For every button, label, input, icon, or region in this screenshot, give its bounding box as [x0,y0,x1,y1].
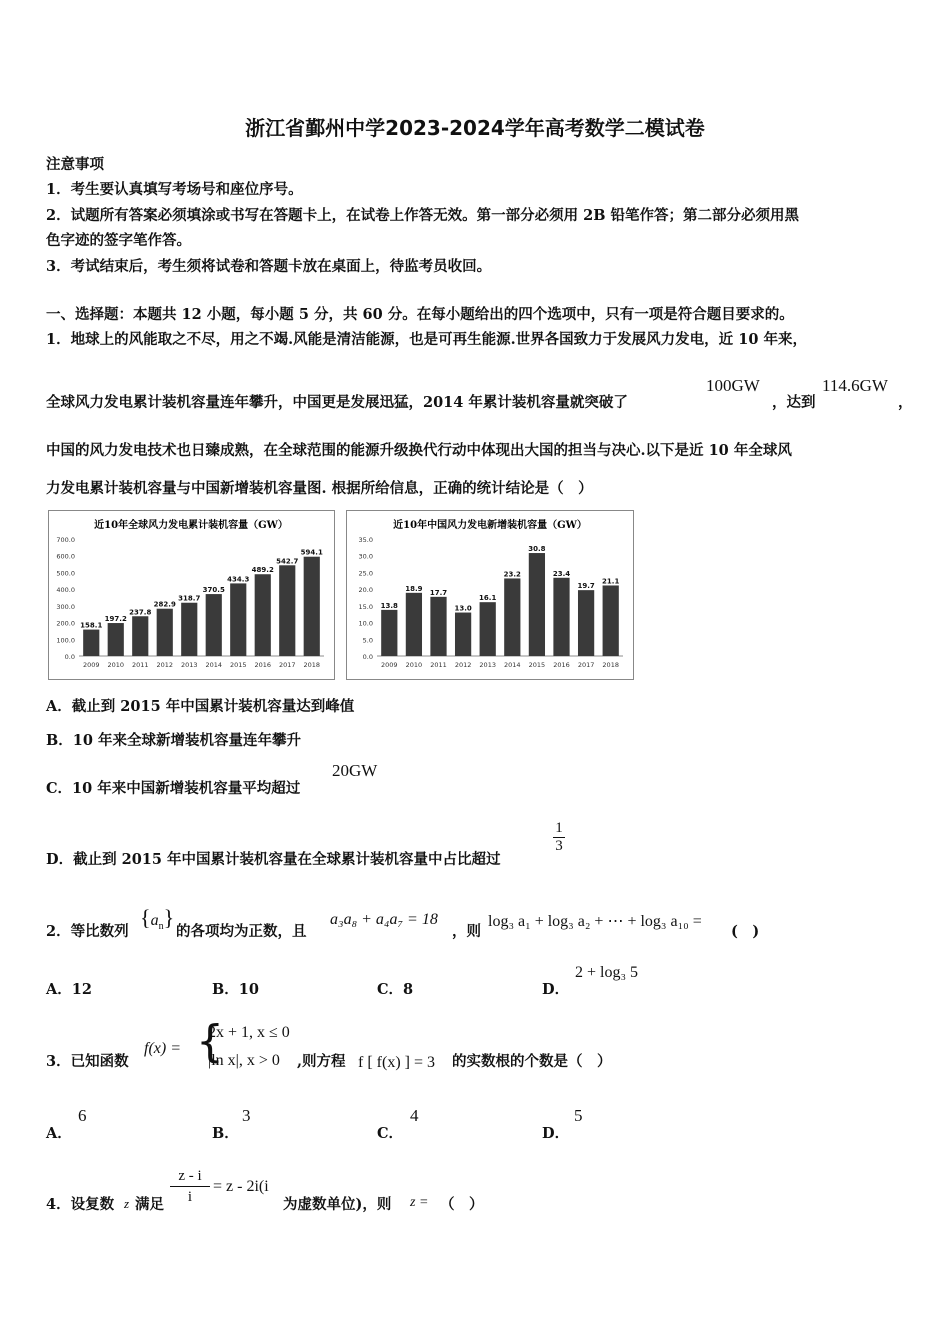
fraction-numerator: z - i [178,1168,202,1184]
y-tick-label: 0.0 [64,653,75,661]
seq-sub: n [158,921,164,933]
seq-symbol: a [150,912,159,929]
x-tick-label: 2010 [405,661,423,669]
bar-2018 [603,585,619,656]
page-title: 浙江省鄞州中学2023-2024学年高考数学二模试卷 [245,116,705,140]
q1-value: 114.6GW [822,376,888,395]
q1-option-d-fraction [553,820,565,855]
bar-2009 [83,630,99,656]
bar-2009 [381,610,397,656]
fraction-denominator: 3 [553,837,565,855]
q4-text: 满足 [135,1196,164,1213]
notice-item: 2．试题所有答案必须填涂或书写在答题卡上，在试卷上作答无效。第一部分必须用 2B 铅笔作答；第二部分必须用黑 [46,207,800,224]
bar-2015 [529,553,545,656]
chart-china-svg [347,511,633,679]
x-tick-label: 2014 [205,661,223,669]
y-tick-label: 100.0 [56,636,75,645]
bar-2010 [108,623,124,656]
bar-2018 [304,557,320,656]
bar-2015 [230,583,246,656]
q2-text: ，则 [452,923,481,940]
data-label: 19.7 [577,582,595,591]
x-tick-label: 2016 [254,661,272,669]
y-tick-label: 25.0 [358,569,373,578]
bar-2017 [578,590,594,656]
x-tick-label: 2013 [479,661,496,669]
q3-option-c-value: 4 [410,1106,419,1125]
bar-2016 [255,574,271,656]
y-tick-label: 700.0 [56,536,75,544]
q2-option-d-value: 2 + log₃ 5 [575,964,639,981]
q4-rhs: = z - 2i(i [213,1178,269,1195]
bar-2011 [132,616,148,656]
bar-2016 [553,578,569,656]
chart-title: 近10年中国风力发电新增装机容量（GW） [393,520,587,531]
x-tick-label: 2016 [553,661,570,669]
chart-title: 近10年全球风力发电累计装机容量（GW） [94,520,288,531]
data-label: 282.9 [153,600,176,609]
data-label: 23.4 [552,569,571,578]
bar-2013 [181,603,197,656]
bar-2012 [157,609,173,656]
x-tick-label: 2015 [528,661,546,669]
x-tick-label: 2012 [156,661,174,669]
y-tick-label: 5.0 [362,636,373,645]
q2-option-b[interactable]: B．10 [212,981,259,998]
x-tick-label: 2015 [229,661,247,669]
x-tick-label: 2013 [180,661,198,669]
x-tick-label: 2014 [504,661,521,669]
q4-z-eq: z = [410,1195,429,1210]
x-tick-label: 2018 [303,661,321,669]
q3-text: 3．已知函数 [46,1053,129,1070]
x-tick-label: 2017 [278,661,296,669]
q2-expression: log₃ a₁ + log₃ a₂ + ⋯ + log₃ a₁₀ = [488,913,702,930]
q4-text: （ ） [440,1196,484,1213]
y-tick-label: 500.0 [56,569,75,578]
y-tick-label: 20.0 [358,586,373,595]
y-tick-label: 400.0 [56,586,75,595]
q3-text: ,则方程 [297,1053,346,1070]
q1-line: 全球风力发电累计装机容量连年攀升，中国更是发展迅猛，2014 年累计装机容量就突破了 [46,394,628,411]
notice-item: 1．考生要认真填写考场号和座位序号。 [46,181,303,198]
y-tick-label: 10.0 [358,619,373,628]
q4-text: 为虚数单位)，则 [283,1196,392,1213]
bar-2011 [430,597,446,656]
q3-option-b[interactable]: B． [212,1125,239,1142]
data-label: 318.7 [178,594,201,603]
x-tick-label: 2010 [107,661,125,669]
y-tick-label: 300.0 [56,602,75,611]
data-label: 23.2 [503,570,521,579]
q2-text: ( ) [731,923,760,940]
y-tick-label: 30.0 [358,552,373,561]
q1-option-b[interactable]: B．10 年来全球新增装机容量连年攀升 [46,732,301,749]
chart-china-new [346,510,634,680]
brace: { [196,1016,224,1067]
q2-text: 2．等比数列 [46,923,129,940]
data-label: 30.8 [528,545,546,554]
data-label: 434.3 [227,575,250,584]
data-label: 237.8 [129,608,152,617]
x-tick-label: 2011 [430,661,447,669]
data-label: 17.7 [429,588,448,597]
data-label: 13.8 [380,601,398,610]
section-heading: 一、选择题：本题共 12 小题，每小题 5 分，共 60 分。在每小题给出的四个选项中，只有一项是符合题目要求的。 [46,306,794,323]
q2-option-a[interactable]: A．12 [46,981,92,998]
bar-2012 [455,613,471,656]
fraction-denominator: i [170,1186,210,1207]
bar-2014 [504,578,520,656]
q4-z: z [124,1196,130,1211]
q2-option-d[interactable]: D． [542,981,570,998]
y-tick-label: 200.0 [56,619,75,628]
notice-heading: 注意事项 [46,156,104,173]
q2-condition: a₃a₈ + a₄a₇ = 18 [330,911,438,928]
q3-option-a[interactable]: A． [46,1125,72,1142]
bar-2014 [206,594,222,656]
chart-global-cumulative [48,510,335,680]
y-tick-label: 0.0 [362,653,373,661]
q1-option-d[interactable]: D．截止到 2015 年中国累计装机容量在全球累计装机容量中占比超过 [46,851,501,868]
x-tick-label: 2017 [577,661,595,669]
q1-line: 1．地球上的风能取之不尽，用之不竭.风能是清洁能源，也是可再生能源.世界各国致力于发展风力发电，近 10 年来， [46,331,807,348]
q3-option-a-value: 6 [78,1106,87,1125]
data-label: 18.9 [405,584,423,593]
bar-2017 [279,565,295,656]
q3-equation: f [ f(x) ] = 3 [358,1054,435,1071]
notice-item: 色字迹的签字笔作答。 [46,232,191,249]
q1-value: 100GW [706,376,760,395]
x-tick-label: 2009 [82,661,100,669]
q3-option-d[interactable]: D． [542,1125,570,1142]
data-label: 594.1 [300,548,323,557]
q1-option-c-value: 20GW [332,761,378,780]
x-tick-label: 2018 [602,661,619,669]
notice-item: 3．考试结束后，考生须将试卷和答题卡放在桌面上，待监考员收回。 [46,258,492,275]
paren-left: { [140,905,151,930]
q3-option-b-value: 3 [242,1106,251,1125]
q3-function: f(x) = [144,1040,181,1057]
q1-option-a[interactable]: A．截止到 2015 年中国累计装机容量达到峰值 [46,698,355,715]
q3-option-d-value: 5 [574,1106,583,1125]
x-tick-label: 2009 [381,661,398,669]
data-label: 370.5 [202,586,225,595]
q4-text: 4．设复数 [46,1196,115,1213]
data-label: 16.1 [479,594,497,603]
q1-line: 中国的风力发电技术也日臻成熟，在全球范围的能源升级换代行动中体现出大国的担当与决心.以下是近 10 年全球风 [46,442,792,459]
data-label: 197.2 [104,615,127,624]
x-tick-label: 2011 [131,661,149,669]
y-tick-label: 35.0 [358,536,373,544]
q3-case-1: 2x + 1, x ≤ 0 [208,1024,290,1041]
q1-text: ，达到 [772,394,816,411]
data-label: 542.7 [276,557,299,566]
fraction-numerator: 1 [555,820,563,836]
chart-global-svg [49,511,334,679]
q3-case-2: |ln x|, x > 0 [208,1052,280,1069]
q2-text: 的各项均为正数，且 [176,923,307,940]
q1-line: 力发电累计装机容量与中国新增装机容量图. 根据所给信息，正确的统计结论是（ ） [46,480,593,497]
data-label: 158.1 [80,621,103,630]
y-tick-label: 15.0 [358,602,373,611]
q3-text: 的实数根的个数是（ ） [452,1053,612,1070]
data-label: 21.1 [602,577,620,586]
data-label: 13.0 [454,604,472,613]
y-tick-label: 600.0 [56,552,75,561]
q2-option-c[interactable]: C．8 [377,981,414,998]
bar-2013 [480,602,496,656]
q3-option-c[interactable]: C． [377,1125,404,1142]
data-label: 489.2 [251,566,274,575]
x-tick-label: 2012 [454,661,472,669]
q1-text: ， [898,394,913,411]
bar-2010 [406,593,422,656]
q4-fraction [170,1166,210,1207]
q2-sequence [140,905,174,932]
paren-right: } [163,905,175,930]
q1-option-c[interactable]: C．10 年来中国新增装机容量平均超过 [46,780,301,797]
